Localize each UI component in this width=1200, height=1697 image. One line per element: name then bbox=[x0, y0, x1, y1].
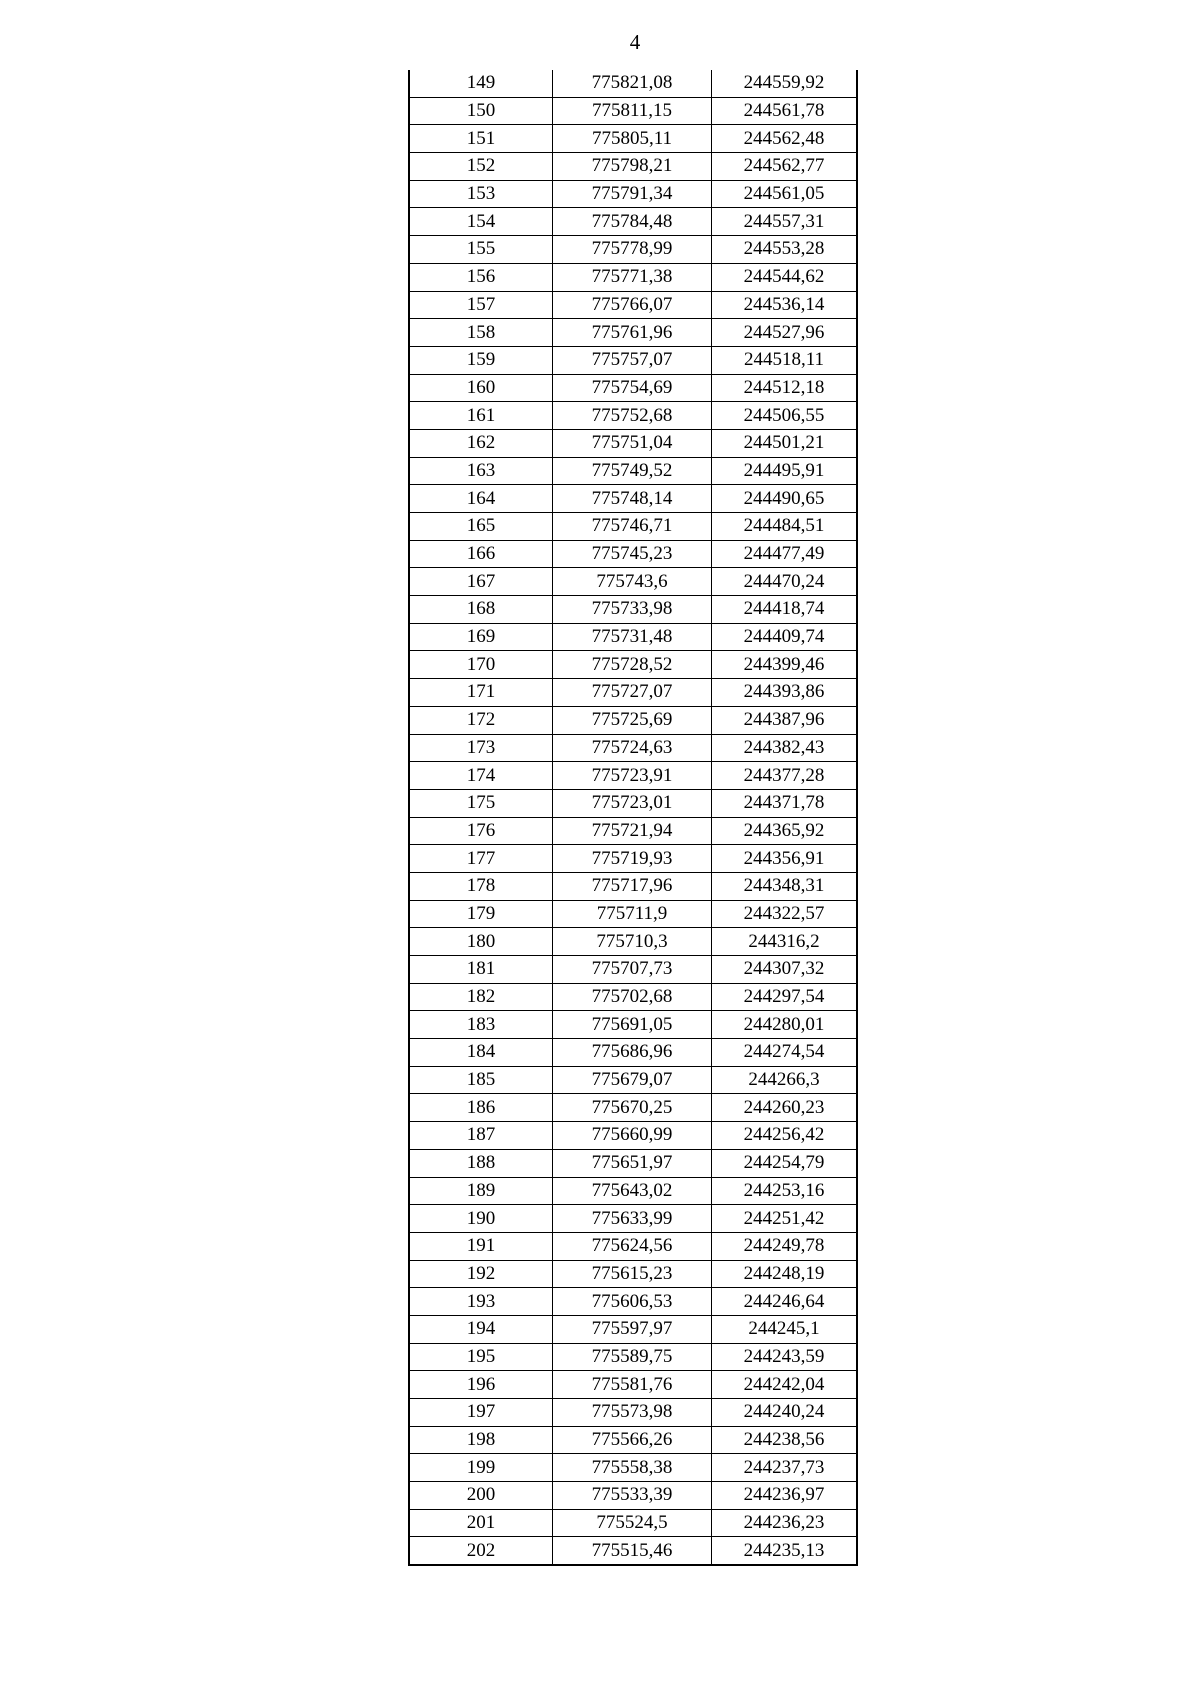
table-row bbox=[409, 1315, 857, 1343]
y-coordinate-cell: 244418,74 bbox=[712, 596, 858, 624]
point-number-cell: 188 bbox=[409, 1149, 553, 1177]
y-coordinate-cell: 244490,65 bbox=[712, 485, 858, 513]
x-coordinate-cell: 775811,15 bbox=[553, 97, 712, 125]
point-number-cell: 163 bbox=[409, 457, 553, 485]
coordinates-table-body bbox=[409, 70, 857, 1565]
y-coordinate-cell: 244557,31 bbox=[712, 208, 858, 236]
x-coordinate-cell: 775524,5 bbox=[553, 1509, 712, 1537]
table-row bbox=[409, 568, 857, 596]
point-number-cell: 187 bbox=[409, 1122, 553, 1150]
table-row bbox=[409, 513, 857, 541]
point-number-cell: 191 bbox=[409, 1232, 553, 1260]
y-coordinate-cell: 244409,74 bbox=[712, 623, 858, 651]
x-coordinate-cell: 775707,73 bbox=[553, 956, 712, 984]
table-row bbox=[409, 125, 857, 153]
y-coordinate-cell: 244536,14 bbox=[712, 291, 858, 319]
point-number-cell: 197 bbox=[409, 1399, 553, 1427]
y-coordinate-cell: 244562,48 bbox=[712, 125, 858, 153]
point-number-cell: 164 bbox=[409, 485, 553, 513]
table-row bbox=[409, 374, 857, 402]
x-coordinate-cell: 775754,69 bbox=[553, 374, 712, 402]
point-number-cell: 175 bbox=[409, 789, 553, 817]
y-coordinate-cell: 244399,46 bbox=[712, 651, 858, 679]
x-coordinate-cell: 775589,75 bbox=[553, 1343, 712, 1371]
x-coordinate-cell: 775566,26 bbox=[553, 1426, 712, 1454]
point-number-cell: 170 bbox=[409, 651, 553, 679]
table-row bbox=[409, 1454, 857, 1482]
x-coordinate-cell: 775721,94 bbox=[553, 817, 712, 845]
point-number-cell: 180 bbox=[409, 928, 553, 956]
table-row bbox=[409, 900, 857, 928]
point-number-cell: 156 bbox=[409, 263, 553, 291]
point-number-cell: 160 bbox=[409, 374, 553, 402]
x-coordinate-cell: 775533,39 bbox=[553, 1482, 712, 1510]
table-row bbox=[409, 1039, 857, 1067]
x-coordinate-cell: 775515,46 bbox=[553, 1537, 712, 1565]
y-coordinate-cell: 244393,86 bbox=[712, 679, 858, 707]
table-row bbox=[409, 263, 857, 291]
table-row bbox=[409, 983, 857, 1011]
point-number-cell: 167 bbox=[409, 568, 553, 596]
x-coordinate-cell: 775778,99 bbox=[553, 236, 712, 264]
y-coordinate-cell: 244527,96 bbox=[712, 319, 858, 347]
table-row bbox=[409, 956, 857, 984]
y-coordinate-cell: 244316,2 bbox=[712, 928, 858, 956]
point-number-cell: 157 bbox=[409, 291, 553, 319]
point-number-cell: 159 bbox=[409, 346, 553, 374]
point-number-cell: 177 bbox=[409, 845, 553, 873]
x-coordinate-cell: 775805,11 bbox=[553, 125, 712, 153]
y-coordinate-cell: 244256,42 bbox=[712, 1122, 858, 1150]
y-coordinate-cell: 244253,16 bbox=[712, 1177, 858, 1205]
y-coordinate-cell: 244248,19 bbox=[712, 1260, 858, 1288]
y-coordinate-cell: 244238,56 bbox=[712, 1426, 858, 1454]
table-row bbox=[409, 1399, 857, 1427]
y-coordinate-cell: 244297,54 bbox=[712, 983, 858, 1011]
table-row bbox=[409, 1177, 857, 1205]
y-coordinate-cell: 244387,96 bbox=[712, 706, 858, 734]
table-row bbox=[409, 928, 857, 956]
table-row bbox=[409, 762, 857, 790]
point-number-cell: 182 bbox=[409, 983, 553, 1011]
x-coordinate-cell: 775660,99 bbox=[553, 1122, 712, 1150]
table-row bbox=[409, 845, 857, 873]
point-number-cell: 176 bbox=[409, 817, 553, 845]
point-number-cell: 198 bbox=[409, 1426, 553, 1454]
table-row bbox=[409, 1482, 857, 1510]
y-coordinate-cell: 244356,91 bbox=[712, 845, 858, 873]
y-coordinate-cell: 244561,05 bbox=[712, 180, 858, 208]
table-row bbox=[409, 236, 857, 264]
y-coordinate-cell: 244237,73 bbox=[712, 1454, 858, 1482]
table-row bbox=[409, 1260, 857, 1288]
table-row bbox=[409, 817, 857, 845]
y-coordinate-cell: 244280,01 bbox=[712, 1011, 858, 1039]
point-number-cell: 183 bbox=[409, 1011, 553, 1039]
x-coordinate-cell: 775615,23 bbox=[553, 1260, 712, 1288]
point-number-cell: 172 bbox=[409, 706, 553, 734]
y-coordinate-cell: 244377,28 bbox=[712, 762, 858, 790]
x-coordinate-cell: 775748,14 bbox=[553, 485, 712, 513]
y-coordinate-cell: 244236,97 bbox=[712, 1482, 858, 1510]
table-row bbox=[409, 1011, 857, 1039]
point-number-cell: 169 bbox=[409, 623, 553, 651]
point-number-cell: 154 bbox=[409, 208, 553, 236]
y-coordinate-cell: 244307,32 bbox=[712, 956, 858, 984]
y-coordinate-cell: 244260,23 bbox=[712, 1094, 858, 1122]
y-coordinate-cell: 244553,28 bbox=[712, 236, 858, 264]
x-coordinate-cell: 775717,96 bbox=[553, 872, 712, 900]
table-row bbox=[409, 706, 857, 734]
x-coordinate-cell: 775581,76 bbox=[553, 1371, 712, 1399]
point-number-cell: 168 bbox=[409, 596, 553, 624]
x-coordinate-cell: 775757,07 bbox=[553, 346, 712, 374]
y-coordinate-cell: 244322,57 bbox=[712, 900, 858, 928]
y-coordinate-cell: 244246,64 bbox=[712, 1288, 858, 1316]
x-coordinate-cell: 775743,6 bbox=[553, 568, 712, 596]
x-coordinate-cell: 775624,56 bbox=[553, 1232, 712, 1260]
point-number-cell: 150 bbox=[409, 97, 553, 125]
point-number-cell: 194 bbox=[409, 1315, 553, 1343]
table-row bbox=[409, 180, 857, 208]
y-coordinate-cell: 244371,78 bbox=[712, 789, 858, 817]
x-coordinate-cell: 775633,99 bbox=[553, 1205, 712, 1233]
table-row bbox=[409, 1343, 857, 1371]
x-coordinate-cell: 775723,01 bbox=[553, 789, 712, 817]
coordinates-table bbox=[408, 70, 858, 1566]
x-coordinate-cell: 775746,71 bbox=[553, 513, 712, 541]
table-row bbox=[409, 1426, 857, 1454]
table-row bbox=[409, 1232, 857, 1260]
y-coordinate-cell: 244249,78 bbox=[712, 1232, 858, 1260]
point-number-cell: 195 bbox=[409, 1343, 553, 1371]
x-coordinate-cell: 775731,48 bbox=[553, 623, 712, 651]
y-coordinate-cell: 244251,42 bbox=[712, 1205, 858, 1233]
point-number-cell: 173 bbox=[409, 734, 553, 762]
table-row bbox=[409, 1066, 857, 1094]
point-number-cell: 185 bbox=[409, 1066, 553, 1094]
point-number-cell: 161 bbox=[409, 402, 553, 430]
y-coordinate-cell: 244382,43 bbox=[712, 734, 858, 762]
table-row bbox=[409, 1537, 857, 1565]
table-row bbox=[409, 651, 857, 679]
table-row bbox=[409, 319, 857, 347]
x-coordinate-cell: 775670,25 bbox=[553, 1094, 712, 1122]
x-coordinate-cell: 775725,69 bbox=[553, 706, 712, 734]
point-number-cell: 151 bbox=[409, 125, 553, 153]
table-row bbox=[409, 734, 857, 762]
y-coordinate-cell: 244544,62 bbox=[712, 263, 858, 291]
point-number-cell: 171 bbox=[409, 679, 553, 707]
x-coordinate-cell: 775686,96 bbox=[553, 1039, 712, 1067]
point-number-cell: 201 bbox=[409, 1509, 553, 1537]
y-coordinate-cell: 244235,13 bbox=[712, 1537, 858, 1565]
y-coordinate-cell: 244518,11 bbox=[712, 346, 858, 374]
x-coordinate-cell: 775643,02 bbox=[553, 1177, 712, 1205]
x-coordinate-cell: 775702,68 bbox=[553, 983, 712, 1011]
x-coordinate-cell: 775751,04 bbox=[553, 429, 712, 457]
x-coordinate-cell: 775597,97 bbox=[553, 1315, 712, 1343]
x-coordinate-cell: 775719,93 bbox=[553, 845, 712, 873]
point-number-cell: 153 bbox=[409, 180, 553, 208]
x-coordinate-cell: 775710,3 bbox=[553, 928, 712, 956]
y-coordinate-cell: 244506,55 bbox=[712, 402, 858, 430]
y-coordinate-cell: 244559,92 bbox=[712, 70, 858, 97]
y-coordinate-cell: 244242,04 bbox=[712, 1371, 858, 1399]
y-coordinate-cell: 244561,78 bbox=[712, 97, 858, 125]
y-coordinate-cell: 244477,49 bbox=[712, 540, 858, 568]
table-row bbox=[409, 872, 857, 900]
y-coordinate-cell: 244254,79 bbox=[712, 1149, 858, 1177]
point-number-cell: 202 bbox=[409, 1537, 553, 1565]
x-coordinate-cell: 775733,98 bbox=[553, 596, 712, 624]
y-coordinate-cell: 244470,24 bbox=[712, 568, 858, 596]
y-coordinate-cell: 244562,77 bbox=[712, 153, 858, 181]
y-coordinate-cell: 244501,21 bbox=[712, 429, 858, 457]
point-number-cell: 184 bbox=[409, 1039, 553, 1067]
point-number-cell: 181 bbox=[409, 956, 553, 984]
table-row bbox=[409, 485, 857, 513]
y-coordinate-cell: 244274,54 bbox=[712, 1039, 858, 1067]
table-row bbox=[409, 346, 857, 374]
table-row bbox=[409, 1149, 857, 1177]
table-row bbox=[409, 596, 857, 624]
table-row bbox=[409, 429, 857, 457]
y-coordinate-cell: 244236,23 bbox=[712, 1509, 858, 1537]
table-row bbox=[409, 97, 857, 125]
point-number-cell: 158 bbox=[409, 319, 553, 347]
table-row bbox=[409, 402, 857, 430]
point-number-cell: 174 bbox=[409, 762, 553, 790]
x-coordinate-cell: 775573,98 bbox=[553, 1399, 712, 1427]
point-number-cell: 149 bbox=[409, 70, 553, 97]
x-coordinate-cell: 775745,23 bbox=[553, 540, 712, 568]
table-row bbox=[409, 789, 857, 817]
table-row bbox=[409, 623, 857, 651]
x-coordinate-cell: 775771,38 bbox=[553, 263, 712, 291]
x-coordinate-cell: 775727,07 bbox=[553, 679, 712, 707]
point-number-cell: 155 bbox=[409, 236, 553, 264]
table-row bbox=[409, 153, 857, 181]
x-coordinate-cell: 775749,52 bbox=[553, 457, 712, 485]
x-coordinate-cell: 775691,05 bbox=[553, 1011, 712, 1039]
point-number-cell: 162 bbox=[409, 429, 553, 457]
table-row bbox=[409, 457, 857, 485]
x-coordinate-cell: 775558,38 bbox=[553, 1454, 712, 1482]
x-coordinate-cell: 775679,07 bbox=[553, 1066, 712, 1094]
y-coordinate-cell: 244484,51 bbox=[712, 513, 858, 541]
point-number-cell: 196 bbox=[409, 1371, 553, 1399]
table-row bbox=[409, 208, 857, 236]
x-coordinate-cell: 775798,21 bbox=[553, 153, 712, 181]
point-number-cell: 193 bbox=[409, 1288, 553, 1316]
x-coordinate-cell: 775791,34 bbox=[553, 180, 712, 208]
y-coordinate-cell: 244495,91 bbox=[712, 457, 858, 485]
table-row bbox=[409, 679, 857, 707]
x-coordinate-cell: 775766,07 bbox=[553, 291, 712, 319]
point-number-cell: 179 bbox=[409, 900, 553, 928]
table-row bbox=[409, 540, 857, 568]
point-number-cell: 192 bbox=[409, 1260, 553, 1288]
point-number-cell: 166 bbox=[409, 540, 553, 568]
point-number-cell: 178 bbox=[409, 872, 553, 900]
point-number-cell: 199 bbox=[409, 1454, 553, 1482]
table-row bbox=[409, 70, 857, 97]
y-coordinate-cell: 244348,31 bbox=[712, 872, 858, 900]
y-coordinate-cell: 244240,24 bbox=[712, 1399, 858, 1427]
point-number-cell: 190 bbox=[409, 1205, 553, 1233]
table-row bbox=[409, 1094, 857, 1122]
x-coordinate-cell: 775651,97 bbox=[553, 1149, 712, 1177]
x-coordinate-cell: 775711,9 bbox=[553, 900, 712, 928]
y-coordinate-cell: 244245,1 bbox=[712, 1315, 858, 1343]
y-coordinate-cell: 244512,18 bbox=[712, 374, 858, 402]
table-row bbox=[409, 1122, 857, 1150]
table-row bbox=[409, 291, 857, 319]
y-coordinate-cell: 244243,59 bbox=[712, 1343, 858, 1371]
point-number-cell: 152 bbox=[409, 153, 553, 181]
x-coordinate-cell: 775821,08 bbox=[553, 70, 712, 97]
point-number-cell: 165 bbox=[409, 513, 553, 541]
y-coordinate-cell: 244365,92 bbox=[712, 817, 858, 845]
x-coordinate-cell: 775723,91 bbox=[553, 762, 712, 790]
table-row bbox=[409, 1205, 857, 1233]
x-coordinate-cell: 775752,68 bbox=[553, 402, 712, 430]
x-coordinate-cell: 775724,63 bbox=[553, 734, 712, 762]
table-row bbox=[409, 1509, 857, 1537]
x-coordinate-cell: 775761,96 bbox=[553, 319, 712, 347]
x-coordinate-cell: 775606,53 bbox=[553, 1288, 712, 1316]
y-coordinate-cell: 244266,3 bbox=[712, 1066, 858, 1094]
point-number-cell: 189 bbox=[409, 1177, 553, 1205]
point-number-cell: 200 bbox=[409, 1482, 553, 1510]
page-number: 4 bbox=[629, 30, 641, 54]
point-number-cell: 186 bbox=[409, 1094, 553, 1122]
x-coordinate-cell: 775728,52 bbox=[553, 651, 712, 679]
x-coordinate-cell: 775784,48 bbox=[553, 208, 712, 236]
table-row bbox=[409, 1371, 857, 1399]
table-row bbox=[409, 1288, 857, 1316]
